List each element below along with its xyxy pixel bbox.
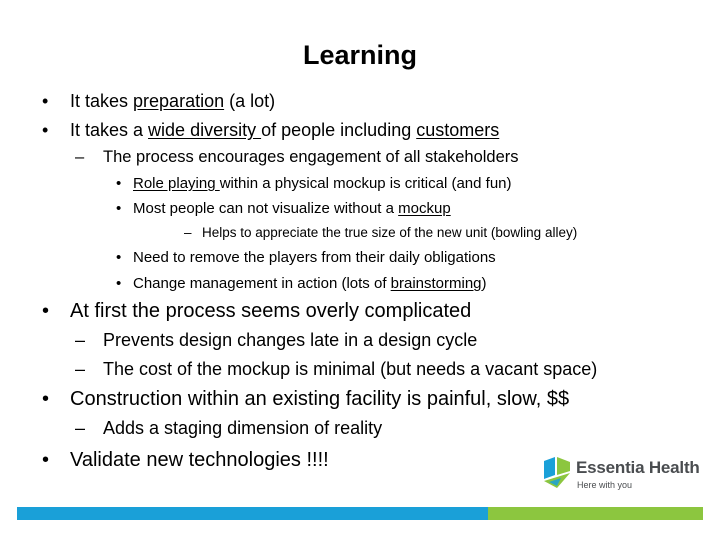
item-daily-obligations: Need to remove the players from their daily obligations xyxy=(133,249,496,266)
underlined-text: mockup xyxy=(398,200,451,217)
item-visualize xyxy=(133,201,451,216)
bullet-marker: • xyxy=(116,175,122,192)
dash-marker: – xyxy=(75,418,86,438)
logo-name: Essentia Health xyxy=(576,458,700,477)
footer-bar-green xyxy=(488,507,703,520)
text-run: within a physical mockup is critical (and fun) xyxy=(219,175,512,192)
item-bowling-alley: Helps to appreciate the true size of the new unit (bowling alley) xyxy=(202,225,578,240)
underlined-text: wide diversity xyxy=(148,120,262,140)
subbullet-mockup-cost: The cost of the mockup is minimal (but needs a vacant space) xyxy=(103,359,598,379)
bullet-complicated: At first the process seems overly complicated xyxy=(70,300,472,322)
bullet-marker: • xyxy=(42,388,50,410)
bullet-marker: • xyxy=(42,120,49,140)
dash-marker: – xyxy=(184,225,192,240)
dash-marker: – xyxy=(75,148,85,166)
bullet-marker: • xyxy=(42,91,49,111)
bullet-marker: • xyxy=(116,200,122,217)
text-run: It takes a xyxy=(70,120,149,140)
text-run: ) xyxy=(481,275,487,292)
bullet-technologies: Validate new technologies !!!! xyxy=(70,449,329,471)
bullet-preparation xyxy=(70,92,275,110)
subbullet-engagement: The process encourages engagement of all stakeholders xyxy=(103,148,519,166)
bullet-construction: Construction within an existing facility is painful, slow, $$ xyxy=(70,388,570,410)
text-run: (a lot) xyxy=(224,91,276,111)
footer-color-bar xyxy=(17,507,703,520)
subbullet-staging: Adds a staging dimension of reality xyxy=(103,418,383,438)
underlined-text: customers xyxy=(416,120,500,140)
underlined-text: brainstorming xyxy=(390,275,482,292)
bullet-marker: • xyxy=(116,275,122,292)
underlined-text: preparation xyxy=(133,91,225,111)
text-run: Most people can not visualize without a xyxy=(133,200,399,217)
item-role-playing xyxy=(133,176,512,191)
footer-bar-blue xyxy=(17,507,488,520)
bullet-marker: • xyxy=(116,249,122,266)
bullet-diversity xyxy=(70,121,499,139)
dash-marker: – xyxy=(75,330,86,350)
bullet-marker: • xyxy=(42,300,50,322)
item-change-management xyxy=(133,276,487,291)
text-run: of people including xyxy=(261,120,417,140)
text-run: Change management in action (lots of xyxy=(133,275,391,292)
subbullet-design-changes: Prevents design changes late in a design cycle xyxy=(103,330,478,350)
bullet-marker: • xyxy=(42,449,50,471)
essentia-leaf-icon xyxy=(541,455,573,489)
dash-marker: – xyxy=(75,359,86,379)
underlined-text: Role playing xyxy=(133,175,220,192)
essentia-health-logo xyxy=(541,455,701,497)
slide-title: Learning xyxy=(302,40,417,70)
logo-tagline: Here with you xyxy=(577,480,633,490)
text-run: It takes xyxy=(70,91,134,111)
